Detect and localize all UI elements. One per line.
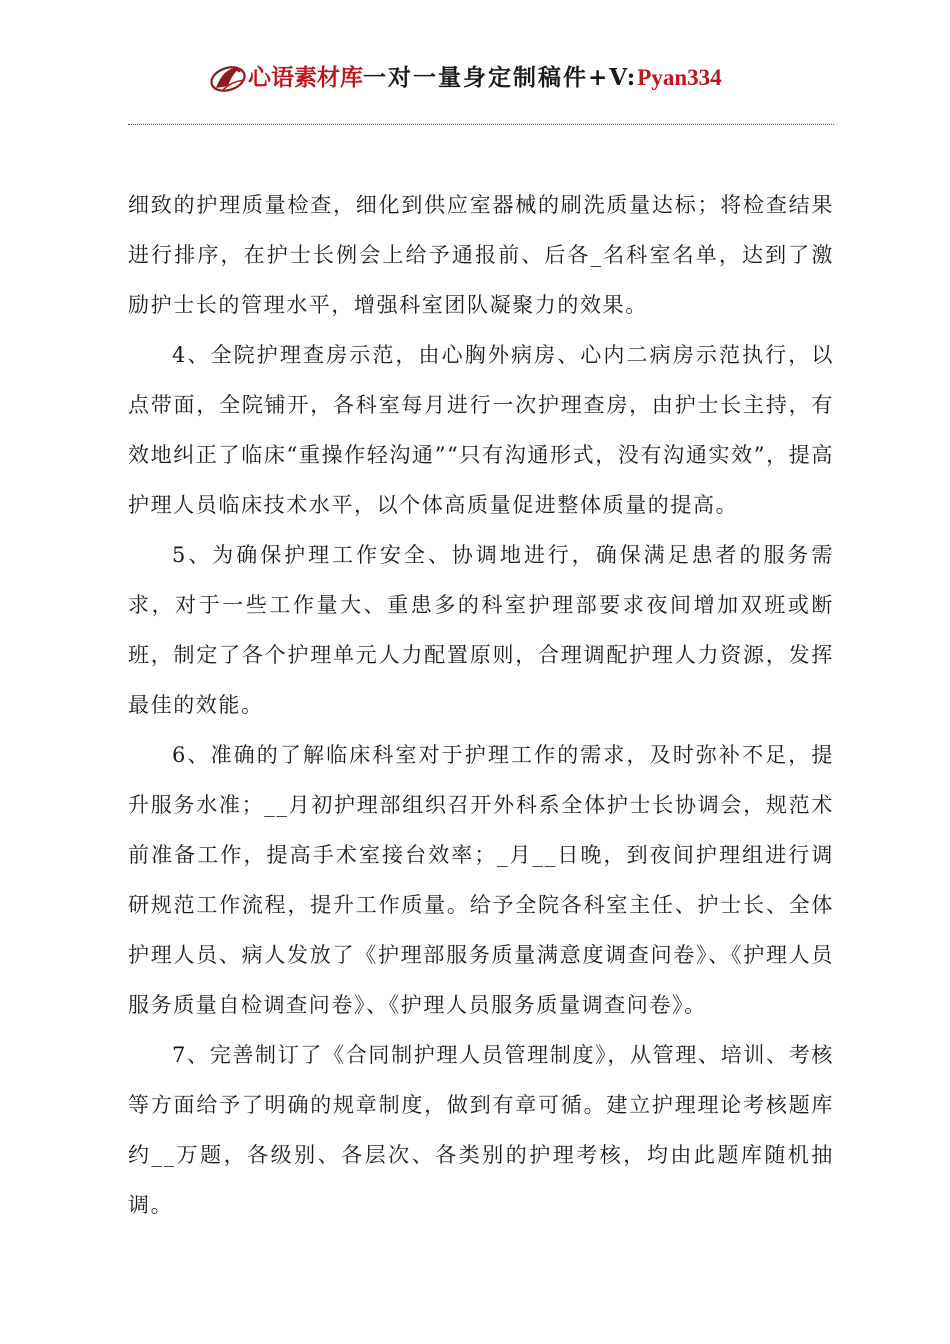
header-divider [128, 124, 834, 125]
wechat-id: Pyan334 [637, 65, 722, 90]
paragraph-item-4: 4、全院护理查房示范，由心胸外病房、心内二病房示范执行，以点带面，全院铺开，各科室每月进行一次护理查房，由护士长主持，有效地纠正了临床“重操作轻沟通”“只有沟通形式，没有沟通实效”，提高护理人员临床技术水平，以个体高质量促进整体质量的提高。 [128, 343, 834, 517]
header-slogan: 一对一量身定制稿件+V: [363, 64, 638, 91]
brand-name: 心语素材库 [248, 64, 363, 91]
paragraph-item-5: 5、为确保护理工作安全、协调地进行，确保满足患者的服务需求，对于一些工作量大、重患多的科室护理部要求夜间增加双班或断班，制定了各个护理单元人力配置原则，合理调配护理人力资源，发挥最佳的效能。 [128, 543, 834, 717]
paragraph-item-6: 6、准确的了解临床科室对于护理工作的需求，及时弥补不足，提升服务水准；__月初护理部组织召开外科系全体护士长协调会，规范术前准备工作，提高手术室接台效率；_月__日晚，到夜间护理组进行调研规范工作流程，提升工作质量。给予全院各科室主任、护士长、全体护理人员、病人发放了《护理部服务质量满意度调查问卷》、《护理人员服务质量自检调查问卷》、《护理人员服务质量调查问卷》。 [128, 743, 834, 1017]
paragraph-continued: 细致的护理质量检查，细化到供应室器械的刷洗质量达标；将检查结果进行排序，在护士长例会上给予通报前、后各_名科室名单，达到了激励护士长的管理水平，增强科室团队凝聚力的效果。 [128, 193, 834, 317]
brand-logo-icon [206, 58, 250, 98]
header-title [248, 60, 722, 96]
paragraph-item-7: 7、完善制订了《合同制护理人员管理制度》，从管理、培训、考核等方面给予了明确的规章制度，做到有章可循。建立护理理论考核题库约__万题，各级别、各层次、各类别的护理考核，均由此题库随机抽调。 [128, 1043, 834, 1217]
document-body [128, 180, 834, 1230]
page-header [0, 58, 950, 108]
